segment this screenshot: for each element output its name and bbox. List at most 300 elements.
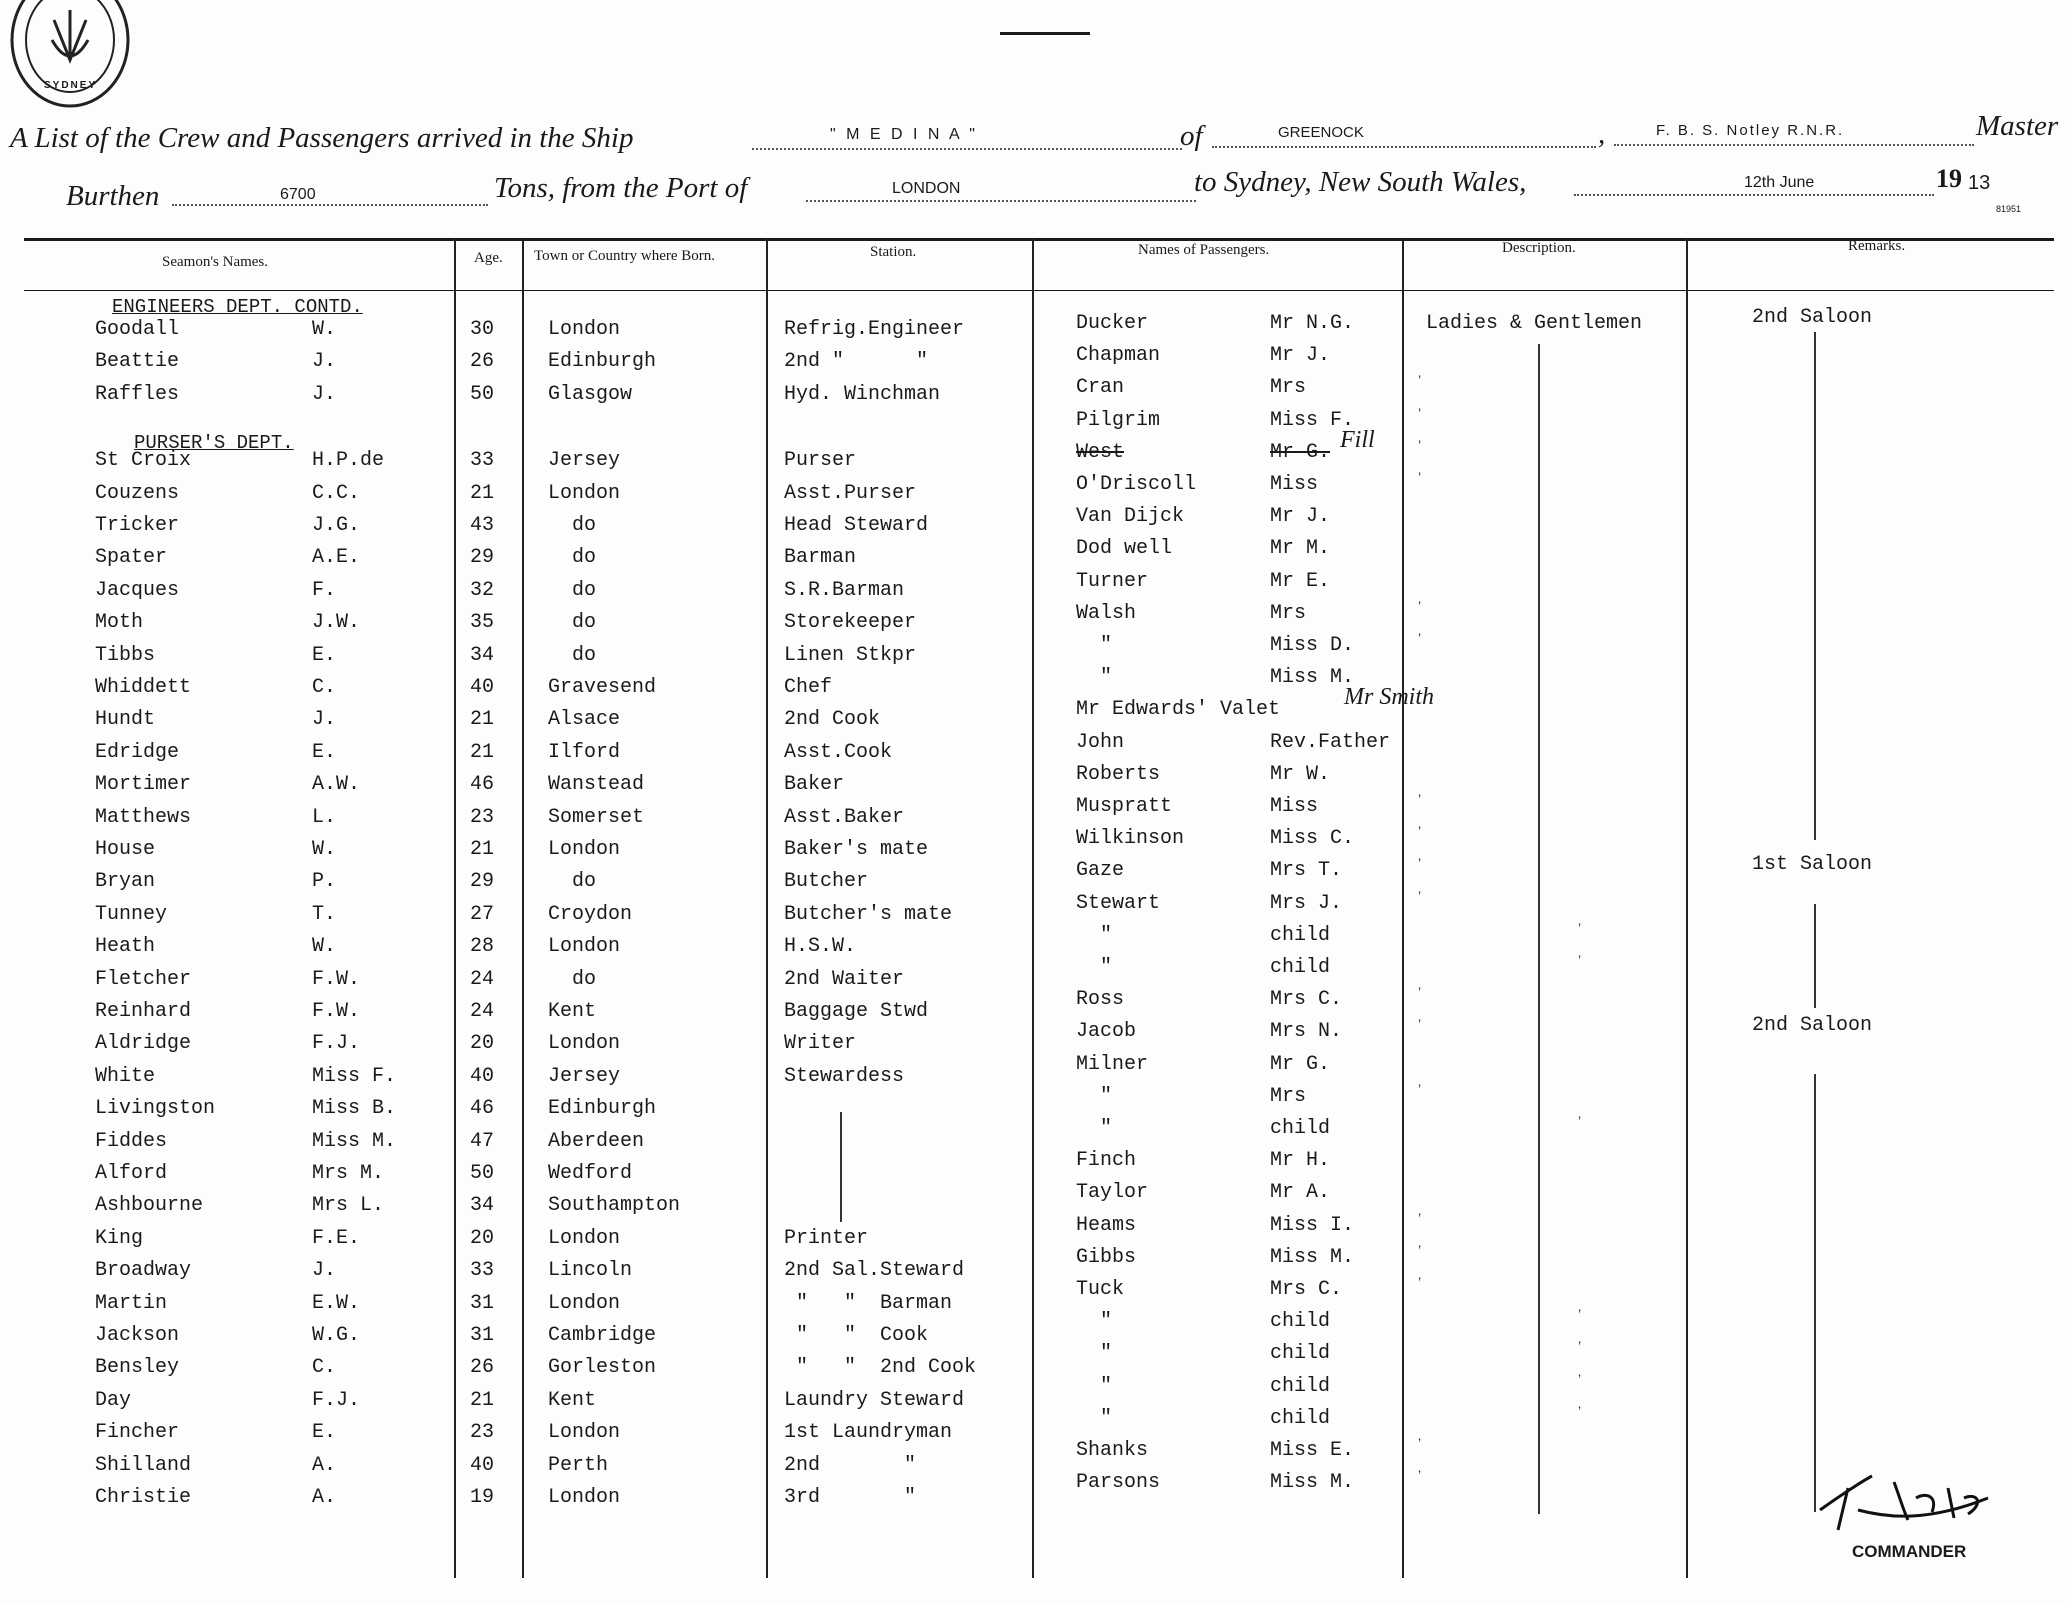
crew-surname: Bensley [95,1356,180,1380]
from-port-dots [806,200,1196,202]
top-dash [1000,32,1090,35]
crew-born: London [548,1291,621,1315]
crew-station: Storekeeper [784,611,917,635]
child-tick-mark: ’ [1578,952,1582,968]
crew-age: 26 [470,1356,495,1380]
crew-station: Baker [784,773,845,797]
crew-age: 20 [470,1032,495,1056]
crew-surname: Tunney [95,902,168,926]
passenger-title: Miss M. [1270,1471,1355,1495]
col-divider-remarks [1686,238,1688,1578]
passenger-title: Mrs J. [1270,891,1343,915]
crew-surname: Aldridge [95,1032,192,1056]
passenger-title: Mrs [1270,601,1307,625]
passenger-title: Mrs [1270,1084,1307,1108]
burthen-value: 6700 [280,186,316,203]
crew-age: 23 [470,805,495,829]
passenger-surname: Stewart [1076,891,1161,915]
remarks-bracket-1st [1814,904,1816,1008]
crew-surname: Moth [95,611,144,635]
tick-mark: ’ [1418,469,1422,485]
passenger-surname: John [1076,730,1125,754]
crew-born: do [548,870,597,894]
passenger-title: child [1270,1406,1331,1430]
crew-born: London [548,1032,621,1056]
crew-born: Edinburgh [548,1097,657,1121]
crew-born: Aberdeen [548,1129,645,1153]
crew-initials: L. [312,805,337,829]
crew-age: 40 [470,1064,495,1088]
crew-initials: Miss F. [312,1064,397,1088]
crew-born: London [548,1486,621,1509]
tick-mark: ’ [1418,1080,1422,1097]
crew-age: 29 [470,546,495,570]
section-pursers: PURSER'S DEPT. [134,432,294,454]
child-tick-mark: ’ [1578,1338,1582,1355]
crew-age: 40 [470,676,495,699]
passenger-surname: Heams [1076,1213,1137,1237]
crew-station: 2nd Waiter [784,967,905,991]
passenger-title: Mr E. [1270,569,1331,593]
crew-initials: A. [312,1453,337,1477]
crew-station: 2nd Cook [784,708,881,732]
crew-initials: C. [312,1356,337,1380]
crew-station: 1st Laundryman [784,1421,953,1445]
master-dots [1614,144,1974,146]
crew-initials: J.G. [312,514,361,537]
crew-born: Perth [548,1453,609,1477]
colhead-station: Station. [870,244,917,260]
ship-dots [752,148,1182,150]
passenger-title: child [1270,1342,1331,1366]
burthen-label: Burthen [66,180,160,212]
crew-surname: Fletcher [95,967,192,991]
passenger-surname: " [1076,1117,1113,1140]
crew-age: 21 [470,838,495,861]
passenger-surname: Ross [1076,988,1125,1012]
crew-initials: C. [312,676,337,699]
crew-surname: Beattie [95,350,180,374]
passenger-surname: Muspratt [1076,795,1173,818]
tick-mark: ’ [1418,372,1422,389]
crew-age: 26 [470,350,495,374]
tick-mark: ’ [1418,984,1422,1001]
crew-surname: Fiddes [95,1129,168,1153]
colhead-born: Town or Country where Born. [534,248,716,264]
col-divider-station [766,238,768,1578]
tick-mark: ’ [1418,823,1422,840]
crew-surname: St Croix [95,449,192,473]
port-of-registry: GREENOCK [1278,124,1364,141]
crew-born: Kent [548,1388,597,1412]
commander-label: COMMANDER [1852,1542,1967,1561]
passenger-title: Miss [1270,473,1319,496]
crew-station: Laundry Steward [784,1388,965,1412]
registry-dots [1212,146,1596,148]
crew-station: 3rd " [784,1486,917,1509]
crew-initials: A.E. [312,546,361,570]
crew-surname: Couzens [95,481,180,505]
crew-station: S.R.Barman [784,578,905,602]
crew-surname: Martin [95,1291,168,1315]
crew-surname: Matthews [95,805,192,829]
crew-station: Butcher's mate [784,902,953,926]
passenger-surname: Roberts [1076,762,1161,786]
passenger-title: Miss M. [1270,666,1355,690]
passenger-title: Miss M. [1270,1245,1355,1269]
crew-born: Glasgow [548,382,633,406]
crew-surname: Jacques [95,578,180,602]
crew-age: 50 [470,1162,495,1185]
passenger-title: child [1270,1310,1331,1334]
header-line1-prefix: A List of the Crew and Passengers arrived in the Ship [10,122,634,154]
crew-initials: H.P.de [312,449,385,473]
crew-age: 28 [470,935,495,959]
crew-station: Printer [784,1226,869,1250]
section-engineers: ENGINEERS DEPT. CONTD. [112,296,363,318]
crew-born: London [548,318,621,341]
crew-age: 33 [470,449,495,473]
crew-age: 29 [470,870,495,894]
crew-age: 50 [470,382,495,406]
crew-initials: W. [312,935,337,959]
crew-age: 31 [470,1324,495,1347]
tick-mark: ’ [1418,1435,1422,1451]
tick-mark: ’ [1418,436,1422,453]
from-port: LONDON [892,180,961,197]
crew-born: Alsace [548,708,621,732]
passenger-title: Mrs T. [1270,859,1343,883]
crew-age: 20 [470,1226,495,1250]
tick-mark: ’ [1418,597,1422,614]
handwritten-note: Mr Smith [1344,684,1434,711]
crew-born: do [548,546,597,570]
crew-born: Kent [548,1000,597,1023]
passenger-surname: " [1076,1084,1113,1108]
tick-mark: ’ [1418,630,1422,646]
col-divider-age [454,238,456,1578]
passenger-surname: " [1076,666,1113,690]
crew-initials: E.W. [312,1291,361,1315]
crew-initials: F.W. [312,1000,361,1023]
crew-station: 2nd Sal.Steward [784,1259,965,1283]
crew-station: Chef [784,676,833,699]
crew-initials: F.J. [312,1032,361,1056]
passenger-surname: Cran [1076,376,1125,400]
tick-mark: ’ [1418,855,1422,872]
crew-surname: King [95,1226,144,1250]
col-divider-born [522,238,524,1578]
passenger-title: Mr M. [1270,537,1331,561]
passenger-surname: Walsh [1076,601,1137,625]
crew-age: 23 [470,1421,495,1445]
remarks-bracket-2nd-top [1814,332,1816,840]
crew-surname: House [95,838,156,861]
crew-born: Wedford [548,1162,633,1185]
colhead-passengers: Names of Passengers. [1138,242,1270,258]
passenger-surname: Finch [1076,1149,1137,1173]
crew-surname: Broadway [95,1259,192,1283]
passenger-surname: " [1076,634,1113,657]
passenger-surname: Taylor [1076,1181,1149,1205]
child-tick-mark: ’ [1578,1306,1582,1323]
crew-initials: F. [312,578,337,602]
crew-born: Gravesend [548,676,657,699]
crew-initials: J. [312,350,337,374]
crew-initials: E. [312,1421,337,1445]
crew-station: Asst.Cook [784,740,893,764]
crew-born: Edinburgh [548,350,657,374]
colhead-remarks: Remarks. [1848,238,1906,254]
crew-station: Barman [784,546,857,570]
crew-age: 21 [470,708,495,732]
passenger-surname: Tuck [1076,1278,1125,1301]
child-tick-mark: ’ [1578,1113,1582,1129]
crew-surname: Bryan [95,870,156,894]
crew-born: London [548,935,621,959]
crew-born: London [548,481,621,505]
remarks-bracket-2nd-bottom [1814,1074,1816,1512]
crew-surname: Day [95,1388,132,1412]
crew-age: 24 [470,1000,495,1023]
crew-surname: Spater [95,546,168,570]
crew-surname: Livingston [95,1097,216,1121]
crew-age: 43 [470,514,495,537]
crew-initials: J. [312,708,337,732]
crew-station: Asst.Baker [784,805,905,829]
passenger-surname: Ducker [1076,312,1149,335]
crew-born: do [548,643,597,667]
crew-born: do [548,611,597,635]
crew-station: H.S.W. [784,935,857,959]
crew-initials: J.W. [312,611,361,635]
tick-mark: ’ [1418,1274,1422,1290]
crew-initials: P. [312,870,337,894]
crew-station: " " 2nd Cook [784,1356,977,1380]
crew-born: Wanstead [548,773,645,797]
crew-surname: Reinhard [95,1000,192,1023]
crew-surname: Christie [95,1486,192,1509]
passenger-title: child [1270,956,1331,979]
passenger-surname: Dod well [1076,537,1173,561]
col-divider-passengers [1032,238,1034,1578]
crew-surname: Tibbs [95,643,156,667]
form-number: 81951 [1996,204,2022,214]
seal-stamp [4,0,134,112]
date-dots [1574,194,1934,196]
date-value: 12th June [1744,174,1815,191]
crew-born: Jersey [548,449,621,473]
crew-initials: Miss M. [312,1129,397,1153]
crew-surname: White [95,1064,156,1088]
child-tick-mark: ’ [1578,1402,1582,1419]
crew-initials: F.J. [312,1388,361,1412]
crew-station: 2nd " [784,1453,917,1477]
tick-mark: ’ [1418,887,1422,904]
passenger-title: child [1270,1374,1331,1398]
crew-age: 31 [470,1291,495,1315]
passenger-title: Mrs N. [1270,1020,1343,1044]
passenger-title: Miss I. [1270,1213,1355,1237]
crew-age: 30 [470,318,495,341]
crew-station: Refrig.Engineer [784,318,965,341]
crew-station: Stewardess [784,1064,905,1088]
passenger-title: Mr J. [1270,505,1331,529]
crew-surname: Whiddett [95,676,192,699]
child-tick-mark: ’ [1578,919,1582,936]
passenger-surname: Parsons [1076,1471,1161,1495]
crew-age: 34 [470,1194,495,1218]
crew-age: 34 [470,643,495,667]
passenger-description: Ladies & Gentlemen [1426,312,1643,335]
crew-age: 33 [470,1259,495,1283]
crew-born: do [548,967,597,991]
crew-initials: Mrs L. [312,1194,385,1218]
passenger-remarks: 2nd Saloon [1752,306,1873,329]
crew-born: Cambridge [548,1324,657,1347]
crew-station: Asst.Purser [784,481,917,505]
crew-age: 21 [470,481,495,505]
passenger-surname: " [1076,1310,1113,1334]
crew-age: 21 [470,1388,495,1412]
burthen-dots [172,204,488,206]
passenger-surname: Mr Edwards' Valet [1076,698,1281,722]
passenger-surname: " [1076,956,1113,979]
passenger-surname: " [1076,1406,1113,1430]
crew-born: Ilford [548,740,621,764]
tick-mark: ’ [1418,404,1422,421]
crew-station: Purser [784,449,857,473]
crew-initials: E. [312,740,337,764]
crew-initials: A.W. [312,773,361,797]
tick-mark: ’ [1418,1016,1422,1033]
crew-age: 32 [470,578,495,602]
crew-age: 19 [470,1486,495,1509]
table-top-rule [24,238,2054,241]
crew-born: Somerset [548,805,645,829]
year-printed: 19 [1936,164,1962,193]
col-divider-description [1402,238,1404,1578]
crew-initials: J. [312,1259,337,1283]
passenger-title: Mr W. [1270,762,1331,786]
crew-surname: Edridge [95,740,180,764]
crew-born: London [548,1226,621,1250]
passenger-remarks: 1st Saloon [1752,853,1873,877]
crew-initials: W. [312,318,337,341]
master-name: F. B. S. Notley R.N.R. [1656,122,1845,139]
tick-mark: ’ [1418,1209,1422,1226]
passenger-surname: Gibbs [1076,1245,1137,1269]
passenger-surname: Milner [1076,1052,1149,1076]
passenger-title: Miss [1270,795,1319,818]
description-bracket [1538,344,1540,1514]
passenger-title: Miss E. [1270,1439,1355,1462]
crew-initials: F.W. [312,967,361,991]
crew-age: 21 [470,740,495,764]
crew-initials: F.E. [312,1226,361,1250]
colhead-seamen: Seamon's Names. [162,254,269,270]
passenger-title: Mr G. [1270,1052,1331,1076]
crew-initials: E. [312,643,337,667]
crew-station: Hyd. Winchman [784,382,941,406]
comma: , [1598,118,1606,150]
passenger-title: child [1270,923,1331,947]
crew-age: 46 [470,773,495,797]
crew-station: Writer [784,1032,857,1056]
station-ditto-bracket [840,1112,842,1222]
crew-initials: W.G. [312,1324,361,1347]
crew-initials: J. [312,382,337,406]
crew-born: London [548,1421,621,1445]
crew-surname: Alford [95,1162,168,1185]
of-label: of [1180,120,1203,152]
passenger-remarks: 2nd Saloon [1752,1014,1873,1038]
passenger-title: Mr A. [1270,1181,1331,1205]
ship-name: " M E D I N A " [830,126,978,143]
tons-label: Tons, from the Port of [494,172,748,204]
crew-born: London [548,838,621,861]
crew-surname: Shilland [95,1453,192,1477]
crew-surname: Heath [95,935,156,959]
passenger-title: child [1270,1117,1331,1140]
crew-station: Baggage Stwd [784,1000,929,1023]
passenger-title: Rev.Father [1270,730,1391,754]
passenger-title: Miss F. [1270,408,1355,432]
passenger-title: Mrs C. [1270,988,1343,1012]
crew-surname: Raffles [95,382,180,406]
crew-surname: Goodall [95,318,180,341]
crew-surname: Ashbourne [95,1194,204,1218]
crew-initials: C.C. [312,481,361,505]
crew-initials: Mrs M. [312,1162,385,1185]
seal-text: SYDNEY [44,80,98,91]
crew-born: Southampton [548,1194,681,1218]
commander-signature [1808,1468,1998,1543]
to-label: to Sydney, New South Wales, [1194,166,1527,198]
passenger-surname: " [1076,923,1113,947]
crew-age: 35 [470,611,495,635]
crew-station: 2nd " " [784,350,929,374]
crew-born: Jersey [548,1064,621,1088]
year-typed: 13 [1968,172,1991,194]
passenger-title: Mrs C. [1270,1278,1343,1301]
crew-initials: W. [312,838,337,861]
passenger-surname: Chapman [1076,344,1161,368]
crew-age: 40 [470,1453,495,1477]
crew-born: Gorleston [548,1356,657,1380]
passenger-title: Mr N.G. [1270,312,1355,335]
crew-station: Baker's mate [784,838,929,861]
passenger-surname: West [1076,440,1125,464]
master-label: Master [1976,110,2059,142]
crew-station: Head Steward [784,514,929,537]
crew-surname: Mortimer [95,773,192,797]
passenger-surname: " [1076,1342,1113,1366]
passenger-title: Mrs [1270,376,1307,400]
passenger-title: Miss D. [1270,634,1355,657]
passenger-title: Mr J. [1270,344,1331,368]
crew-station: " " Barman [784,1291,953,1315]
passenger-surname: Pilgrim [1076,408,1161,432]
crew-surname: Jackson [95,1324,180,1347]
passenger-surname: Van Dijck [1076,505,1185,529]
passenger-surname: O'Driscoll [1076,473,1197,496]
crew-age: 27 [470,902,495,926]
crew-initials: T. [312,902,337,926]
passenger-surname: Shanks [1076,1439,1149,1462]
crew-age: 46 [470,1097,495,1121]
crew-surname: Fincher [95,1421,180,1445]
